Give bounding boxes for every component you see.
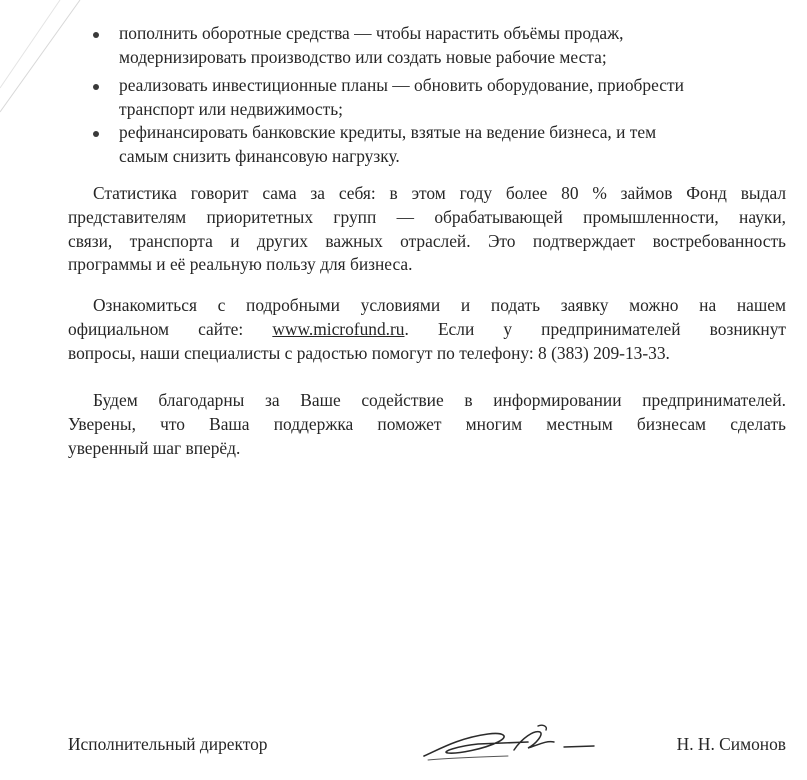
bullet-item	[93, 121, 656, 168]
bullet-icon	[93, 131, 99, 137]
paragraph-line: уверенный шаг вперёд.	[68, 437, 241, 458]
bullet-item	[93, 74, 684, 121]
signatory-name: Н. Н. Симонов	[676, 734, 786, 754]
bullet-line: рефинансировать банковские кредиты, взятые на ведение бизнеса, и тем	[119, 122, 657, 142]
paragraph-text: . Если у предпринимателей возникнут	[404, 318, 786, 339]
contacts-paragraph	[68, 294, 786, 365]
paragraph-line: связи, транспорта и других важных отраслей. Это подтверждает востребованность	[68, 230, 786, 251]
website-link[interactable]: www.microfund.ru	[272, 318, 405, 339]
bullet-line: транспорт или недвижимость;	[119, 98, 344, 119]
bullet-line: реализовать инвестиционные планы — обновить оборудование, приобрести	[119, 75, 684, 95]
bullet-line: пополнить оборотные средства — чтобы нарастить объёмы продаж,	[119, 23, 624, 43]
signature-block	[68, 734, 786, 774]
bullet-line: самым снизить финансовую нагрузку.	[119, 145, 400, 166]
bullet-icon	[93, 84, 99, 90]
paragraph-line: программы и её реальную пользу для бизнеса.	[68, 254, 413, 275]
thanks-paragraph	[68, 389, 786, 460]
paragraph-line: Ознакомиться с подробными условиями и подать заявку можно на нашем	[93, 295, 786, 315]
paragraph-text: официальном сайте:	[68, 318, 273, 339]
bullet-icon	[93, 32, 99, 38]
bullet-item	[93, 22, 623, 69]
handwritten-signature	[418, 720, 608, 764]
paragraph-line: вопросы, наши специалисты с радостью помогут по телефону: 8 (383) 209-13-33.	[68, 342, 670, 363]
paragraph-line	[68, 318, 786, 342]
bullet-line: модернизировать производство или создать новые рабочие места;	[119, 46, 607, 67]
paragraph-line: Будем благодарны за Ваше содействие в информировании предпринимателей.	[93, 390, 786, 410]
paragraph-line: представителям приоритетных групп — обрабатывающей промышленности, науки,	[68, 206, 786, 227]
paragraph-line: Статистика говорит сама за себя: в этом году более 80 % займов Фонд выдал	[93, 183, 786, 203]
statistics-paragraph	[68, 182, 786, 277]
paragraph-line: Уверены, что Ваша поддержка поможет многим местным бизнесам сделать	[68, 413, 786, 434]
signatory-role: Исполнительный директор	[68, 734, 268, 754]
